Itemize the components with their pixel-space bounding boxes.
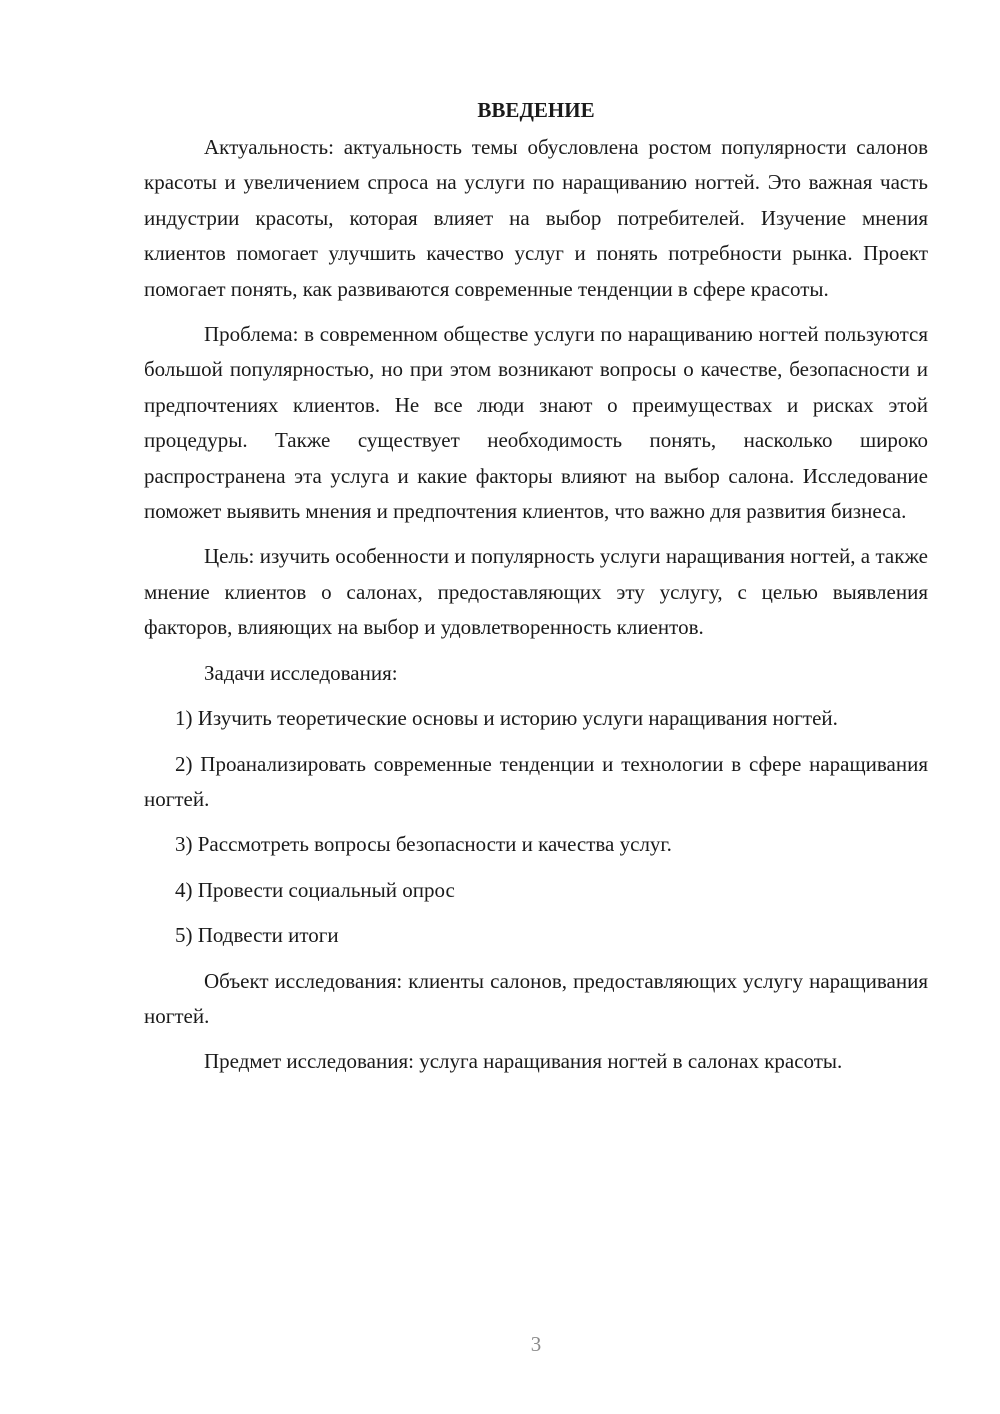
object-paragraph: Объект исследования: клиенты салонов, предоставляющих услугу наращивания ногтей. (144, 968, 928, 1028)
document-page (144, 92, 928, 1090)
problem-paragraph: Проблема: в современном обществе услуги по наращиванию ногтей пользуются большой популярностью, но при этом возникают вопросы о качестве, безопасности и предпочтениях клиентов. Не все люди знают о преимуществах и рисках этой процедуры. Также существует необходимость понять, насколько широко распространена эта услуга и какие факторы влияют на выбор салона. Исследование поможет выявить мнения и предпочтения клиентов, что важно для развития бизнеса. (144, 322, 928, 524)
page-title: ВВЕДЕНИЕ (477, 98, 595, 122)
relevance-paragraph: Актуальность: актуальность темы обусловлена ростом популярности салонов красоты и увеличением спроса на услуги по наращиванию ногтей. Это важная часть индустрии красоты, которая влияет на выбор потребителей. Изучение мнения клиентов помогает улучшить качество услуг и понять потребности рынка. Проект помогает понять, как развиваются современные тенденции в сфере красоты. (144, 135, 928, 301)
task-item-4: 4) Провести социальный опрос (175, 877, 455, 902)
task-item-2: 2) Проанализировать современные тенденции и технологии в сфере наращивания ногтей. (144, 751, 928, 811)
subject-paragraph: Предмет исследования: услуга наращивания ногтей в салонах красоты. (204, 1049, 843, 1074)
task-item-3: 3) Рассмотреть вопросы безопасности и качества услуг. (175, 832, 672, 857)
page-number: 3 (530, 1332, 542, 1356)
goal-paragraph: Цель: изучить особенности и популярность услуги наращивания ногтей, а также мнение клиентов о салонах, предоставляющих эту услугу, с целью выявления факторов, влияющих на выбор и удовлетворенность клиентов. (144, 544, 928, 640)
tasks-heading: Задачи исследования: (204, 660, 398, 685)
task-item-5: 5) Подвести итоги (175, 923, 339, 948)
task-item-1: 1) Изучить теоретические основы и историю услуги наращивания ногтей. (175, 706, 838, 731)
